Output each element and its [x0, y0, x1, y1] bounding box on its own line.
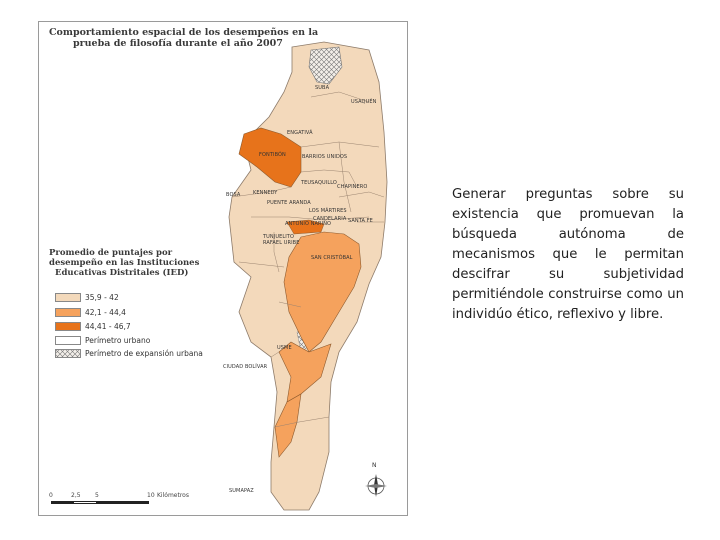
locality-label-san-cristobal: SAN CRISTÓBAL	[311, 255, 353, 261]
map-figure	[38, 21, 408, 516]
scale-tick-0: 0	[49, 492, 53, 499]
locality-label-rafael-uribe: RAFAEL URIBE	[263, 240, 300, 246]
locality-label-usme: USME	[277, 345, 292, 351]
map-title	[49, 27, 319, 49]
scale-tick-5: 5	[95, 492, 99, 499]
legend-title-line-1: Promedio de puntajes por	[49, 248, 173, 258]
legend-swatch	[55, 308, 81, 317]
locality-label-usaquen: USAQUÉN	[351, 99, 377, 105]
legend-title-line-3: Educativas Distritales (IED)	[55, 268, 189, 278]
locality-label-puente-aranda: PUENTE ARANDA	[267, 200, 311, 206]
scale-tick-2-5: 2,5	[71, 492, 81, 499]
legend-swatch-hatched	[55, 349, 81, 358]
legend-swatch	[55, 293, 81, 302]
legend-label: 42,1 - 44,4	[85, 308, 126, 317]
locality-label-antonio-narino: ANTONIO NARIÑO	[285, 221, 332, 227]
map-title-line-1: Comportamiento espacial de los desempeños en la	[49, 27, 319, 38]
legend-label: Perímetro de expansión urbana	[85, 349, 203, 358]
scale-unit: Kilómetros	[157, 492, 189, 499]
locality-label-barrios-unidos: BARRIOS UNIDOS	[302, 154, 348, 160]
description-text: Generar preguntas sobre su existencia que promuevan la búsqueda autónoma de mecanismos que le permitan descifrar su subjetividad permitiéndole construirse como un individúo ético, reflexivo y libre.	[452, 187, 684, 322]
legend-label: Perímetro urbano	[85, 336, 151, 345]
north-arrow-icon	[361, 470, 391, 500]
locality-label-sumapaz: SUMAPAZ	[229, 488, 254, 494]
locality-label-engativa: ENGATIVÁ	[287, 130, 313, 136]
locality-label-los-martires: LOS MÁRTIRES	[309, 208, 347, 214]
legend-swatch	[55, 336, 81, 345]
north-label: N	[372, 462, 377, 469]
locality-label-chapinero: CHAPINERO	[337, 184, 368, 190]
locality-label-ciudad-bolivar: CIUDAD BOLÍVAR	[223, 364, 268, 370]
scale-tick-10: 10	[147, 492, 155, 499]
locality-label-candelaria: CANDELARIA	[313, 216, 347, 222]
scale-bar	[49, 492, 189, 506]
locality-label-santa-fe: SANTA FE	[348, 218, 373, 224]
map-title-line-2: prueba de filosofía durante el año 2007	[73, 38, 283, 49]
legend-label: 35,9 - 42	[85, 293, 119, 302]
locality-label-kennedy: KENNEDY	[253, 190, 278, 196]
legend-title	[49, 248, 209, 278]
locality-label-teusaquillo: TEUSAQUILLO	[301, 180, 337, 186]
locality-label-suba: SUBA	[315, 85, 330, 91]
locality-label-fontibon-upper: FONTIBÓN	[259, 152, 286, 158]
legend-label: 44,41 - 46,7	[85, 322, 131, 331]
locality-label-bosa: BOSA	[226, 192, 241, 198]
legend-swatch	[55, 322, 81, 331]
legend-title-line-2: desempeño en las Instituciones	[49, 258, 200, 268]
locality-label-tunjuelito: TUNJUELITO	[263, 234, 294, 240]
